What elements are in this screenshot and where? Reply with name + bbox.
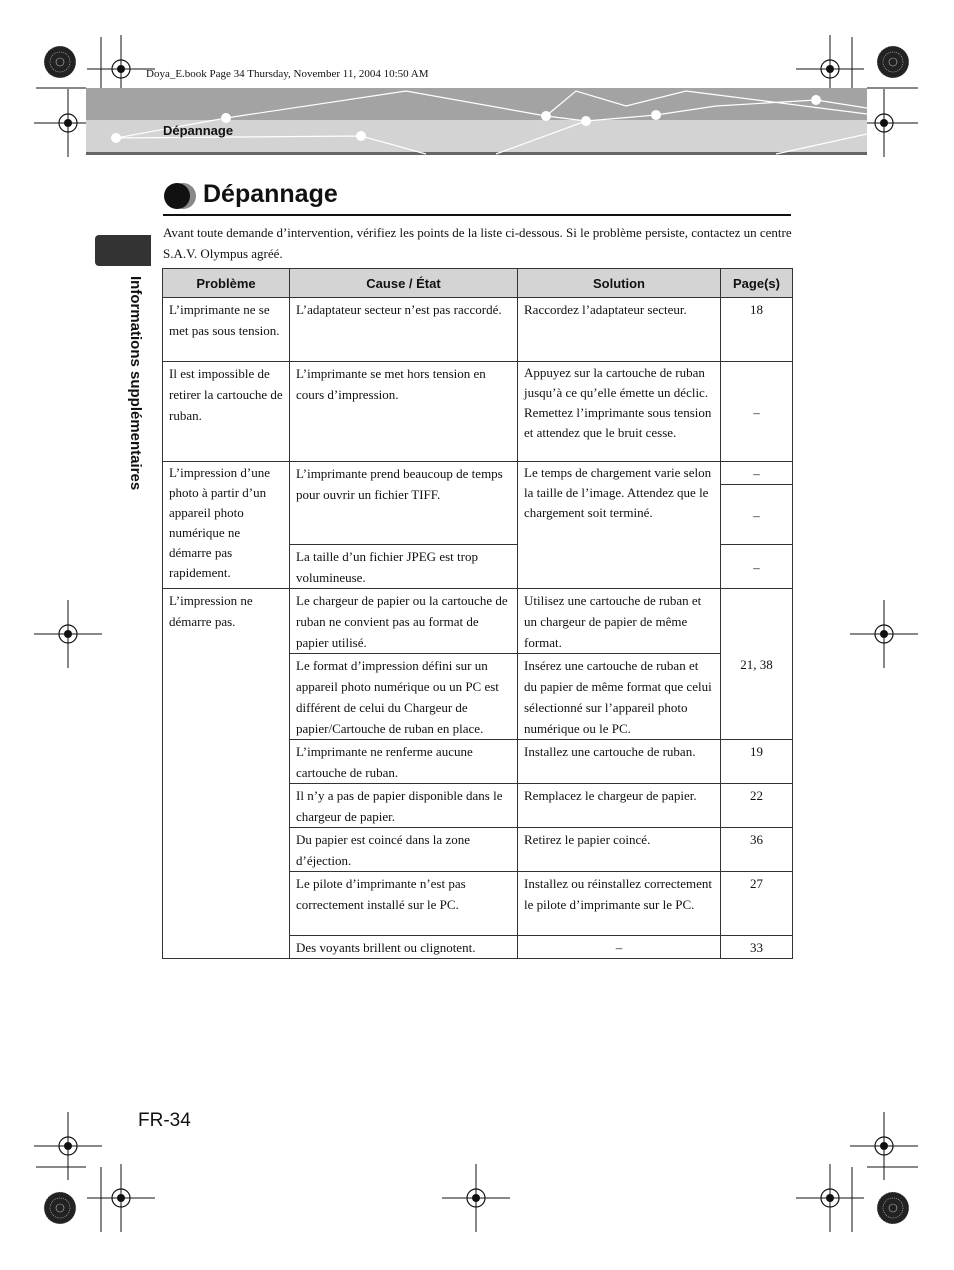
cause-cell: L’imprimante ne renferme aucune cartouche de ruban.	[290, 740, 518, 784]
troubleshooting-table	[162, 268, 793, 959]
solution-cell: Le temps de chargement varie selon la taille de l’image. Attendez que le chargement soit terminé.	[518, 462, 721, 589]
pages-cell: 27	[721, 872, 793, 936]
solution-cell: Installez une cartouche de ruban.	[518, 740, 721, 784]
cause-cell: Il n’y a pas de papier disponible dans le chargeur de papier.	[290, 784, 518, 828]
cause-cell: Le pilote d’imprimante n’est pas correctement installé sur le PC.	[290, 872, 518, 936]
pages-cell: 22	[721, 784, 793, 828]
header-pages: Page(s)	[721, 269, 793, 298]
cause-cell: La taille d’un fichier JPEG est trop volumineuse.	[290, 545, 518, 589]
pages-cell: 36	[721, 828, 793, 872]
solution-cell: –	[518, 936, 721, 959]
page-number: FR-34	[138, 1110, 191, 1131]
title-block	[163, 178, 791, 216]
problem-cell: Il est impossible de retirer la cartouche de ruban.	[163, 362, 290, 462]
solution-cell: Retirez le papier coincé.	[518, 828, 721, 872]
header-problem: Problème	[163, 269, 290, 298]
solution-cell: Installez ou réinstallez correctement le pilote d’imprimante sur le PC.	[518, 872, 721, 936]
solution-cell: Raccordez l’adaptateur secteur.	[518, 298, 721, 362]
cause-cell: L’imprimante se met hors tension en cours d’impression.	[290, 362, 518, 462]
table-row	[163, 362, 793, 462]
header-solution: Solution	[518, 269, 721, 298]
intro-paragraph: Avant toute demande d’intervention, vérifiez les points de la liste ci-dessous. Si le problème persiste, contactez un centre S.A.V. Olympus agréé.	[163, 225, 792, 261]
pages-cell: –	[721, 462, 793, 485]
header-banner	[86, 88, 867, 156]
cause-cell: L’adaptateur secteur n’est pas raccordé.	[290, 298, 518, 362]
problem-cell: L’impression ne démarre pas.	[163, 589, 290, 959]
problem-cell: L’impression d’une photo à partir d’un appareil photo numérique ne démarre pas rapidement.	[163, 462, 290, 589]
table-row	[163, 298, 793, 362]
table-row	[163, 462, 793, 485]
table-row	[163, 589, 793, 654]
cause-cell: Du papier est coincé dans la zone d’éjection.	[290, 828, 518, 872]
cause-cell: Le chargeur de papier ou la cartouche de ruban ne convient pas au format de papier utilisé.	[290, 589, 518, 654]
side-tab-label: Informations supplémentaires	[127, 276, 144, 491]
file-info: Doya_E.book Page 34 Thursday, November 11, 2004 10:50 AM	[146, 68, 429, 80]
pages-cell: –	[721, 362, 793, 462]
solution-cell: Insérez une cartouche de ruban et du papier de même format que celui sélectionné sur l’appareil photo numérique ou le PC.	[518, 654, 721, 740]
header-cause: Cause / État	[290, 269, 518, 298]
pages-cell: 33	[721, 936, 793, 959]
cause-cell: Le format d’impression défini sur un appareil photo numérique ou un PC est différent de celui du Chargeur de papier/Cartouche de ruban en place.	[290, 654, 518, 740]
cause-cell: Des voyants brillent ou clignotent.	[290, 936, 518, 959]
solution-cell: Appuyez sur la cartouche de ruban jusqu’à ce qu’elle émette un déclic. Remettez l’imprimante sous tension et attendez que le bruit cesse.	[518, 362, 721, 462]
pages-cell: –	[721, 485, 793, 545]
pages-cell: 18	[721, 298, 793, 362]
side-tab	[95, 235, 151, 266]
cause-cell: L’imprimante prend beaucoup de temps pour ouvrir un fichier TIFF.	[290, 462, 518, 545]
solution-cell: Utilisez une cartouche de ruban et un chargeur de papier de même format.	[518, 589, 721, 654]
problem-cell: L’imprimante ne se met pas sous tension.	[163, 298, 290, 362]
pages-cell: –	[721, 545, 793, 589]
page-title: Dépannage	[203, 180, 338, 208]
pages-cell: 19	[721, 740, 793, 784]
section-bullet-icon	[163, 182, 199, 210]
pages-cell: 21, 38	[721, 589, 793, 740]
table-header-row	[163, 269, 793, 298]
header-section-label: Dépannage	[163, 123, 234, 138]
solution-cell: Remplacez le chargeur de papier.	[518, 784, 721, 828]
